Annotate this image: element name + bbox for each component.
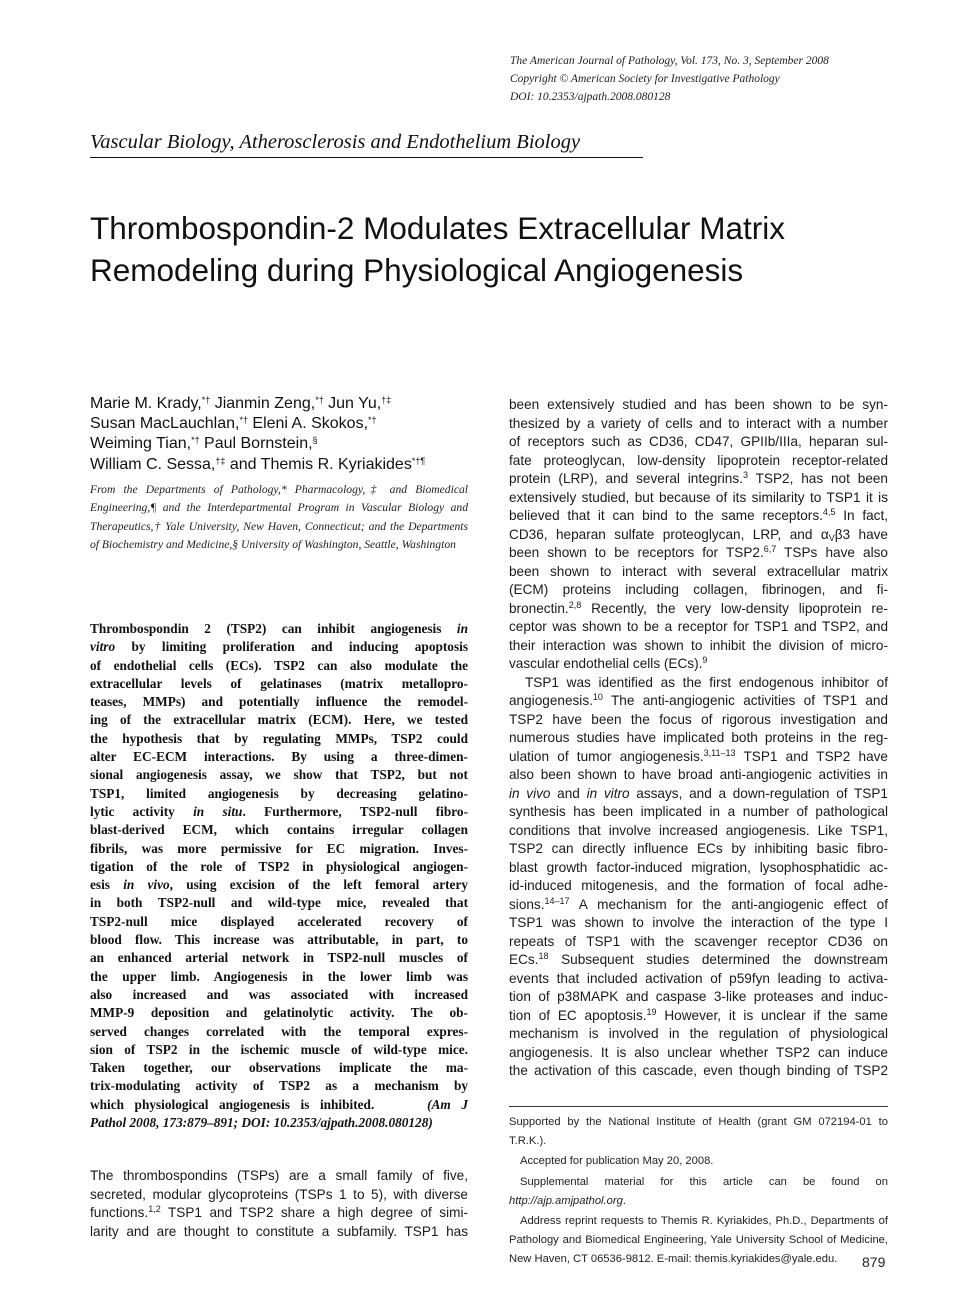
journal-citation: The American Journal of Pathology, Vol. 173, No. 3, September 2008 xyxy=(510,55,829,67)
abstract-line: alter EC-ECM interactions. By using a three-dimen- xyxy=(90,749,468,765)
intro-text: functions. xyxy=(90,1205,149,1220)
title-line-2: Remodeling during Physiological Angiogenesis xyxy=(90,252,744,288)
title-line-1: Thrombospondin-2 Modulates Extracellular Matrix xyxy=(90,210,786,246)
author-affil-mark: *† xyxy=(315,395,324,405)
abstract-line: sional angiogenesis assay, we show that TSP2, but not xyxy=(90,767,468,783)
abstract-line: served changes correlated with the temporal expres- xyxy=(90,1023,468,1039)
text-line: ceptor was shown to be a receptor for TSP1 and TSP2, and xyxy=(509,619,888,634)
abstract-line: an enhanced arterial network in TSP2-null muscles of xyxy=(90,950,468,966)
text-line: TSP2 can directly influence ECs by inhibiting basic fibro- xyxy=(509,841,888,856)
text-line: events that included activation of p59fyn leading to activa- xyxy=(509,970,888,986)
affiliation: From the Departments of Pathology,* Pharmacology,‡ and Biomedical Engineering,¶ and the Interdepartmental Program in Vascular Biology and Therapeutics,† Yale University, New Haven, Connecticut; and the Departments of Biochemistry and Medicine,§ University of Washington, Seattle, Washington xyxy=(90,483,468,551)
intro-line: secreted, modular glycoproteins (TSPs 1 to 5), with diverse xyxy=(90,1186,468,1202)
text-line: been shown to interact with several extracellular matrix xyxy=(509,563,888,579)
supplemental-note xyxy=(509,1173,888,1211)
text-line: numerous studies have implicated both proteins in the reg- xyxy=(509,730,888,745)
abstract-line: sion of TSP2 in the ischemic muscle of wild-type mice. xyxy=(90,1041,468,1057)
text-line: tion of p38MAPK and caspase 3-like proteases and induc- xyxy=(509,989,888,1004)
section-divider xyxy=(90,157,643,158)
citation-ref: 10 xyxy=(592,692,603,702)
citation-ref: 14–17 xyxy=(544,895,570,906)
author-affil-mark: *†¶ xyxy=(411,455,426,466)
abstract-line: vitro by limiting proliferation and inducing apoptosis xyxy=(90,639,468,655)
text-line: TSP1 was identified as the first endogenous inhibitor of xyxy=(525,674,888,690)
text-line: TSP2 have been the focus of rigorous investigation and xyxy=(509,711,888,727)
intro-paragraph xyxy=(90,1167,468,1241)
journal-copyright: Copyright © American Society for Investigative Pathology xyxy=(510,73,780,85)
author-affil-mark: *† xyxy=(201,395,211,405)
intro-line: The thrombospondins (TSPs) are a small family of five, xyxy=(90,1168,468,1183)
abstract-citation-start: (Am J xyxy=(427,1096,468,1112)
intro-line xyxy=(90,1204,468,1223)
text-line: blast growth factor-induced migration, lysophosphatidic ac- xyxy=(509,859,888,875)
citation-ref: 4,5 xyxy=(822,507,836,517)
author-name: Jianmin Zeng, xyxy=(210,395,316,412)
citation-ref: 19 xyxy=(646,1006,657,1017)
paragraph-1 xyxy=(509,396,888,674)
abstract-line: Taken together, our observations implicate the ma- xyxy=(90,1060,468,1076)
supplemental-link[interactable]: http://ajp.amjpathol.org xyxy=(509,1194,623,1207)
abstract-line: teases, MMPs) and potentially influence the remodel- xyxy=(90,694,468,710)
abstract xyxy=(90,620,468,1132)
text-line: fate proteoglycan, low-density lipoprotein receptor-related xyxy=(509,452,888,468)
abstract-line: fibrils, was more permissive for EC migration. Inves- xyxy=(90,840,468,856)
abstract-last-line xyxy=(90,1096,468,1114)
text-line: in vivo and in vitro assays, and a down-regulation of TSP1 xyxy=(509,785,888,801)
text-line: vascular endothelial cells (ECs).$^9$ xyxy=(509,655,708,671)
text-line: angiogenesis.$^{10}$ The anti-angiogenic activities of TSP1 and xyxy=(509,692,888,708)
accepted-note: Accepted for publication May 20, 2008. xyxy=(520,1155,714,1168)
reprint-note: Address reprint requests to Themis R. Kyriakides, Ph.D., Departments of Pathology and Biomedical Engineering, Yale University School of Medicine, New Haven, CT 06536-9812. E-mail: themis.kyriakides@yale.edu. xyxy=(509,1215,888,1266)
text-line: been extensively studied and has been shown to be syn- xyxy=(509,397,888,412)
paragraph-2 xyxy=(509,674,888,1081)
text-line: the activation of this cascade, even though binding of TSP2 xyxy=(509,1063,888,1078)
citation-ref: 6,7 xyxy=(763,544,777,554)
citation-ref: V xyxy=(828,532,835,543)
abstract-line: blast-derived ECM, which contains irregular collagen xyxy=(90,822,468,838)
abstract-line: the hypothesis that by regulating MMPs, TSP2 could xyxy=(90,730,468,746)
text-line: sions.$^{14-17}$ A mechanism for the anti-angiogenic effect of xyxy=(509,895,888,912)
citation-ref: 18 xyxy=(538,951,549,961)
author-affil-mark: †‡ xyxy=(215,455,226,466)
author-name: Eleni A. Skokos, xyxy=(247,415,369,433)
author-line-2 xyxy=(90,414,480,434)
citation-ref: 2,8 xyxy=(568,599,582,610)
abstract-line: extracellular levels of gelatinases (matrix metallopro- xyxy=(90,675,468,691)
article-title xyxy=(90,207,910,291)
text-line: (ECM) proteins including collagen, fibrinogen, and fi- xyxy=(509,582,888,597)
text-line: mechanism is involved in the regulation of physiological xyxy=(509,1026,888,1041)
text-line: conditions that involve increased angiogenesis. Like TSP1, xyxy=(509,822,888,838)
abstract-line: esis in vivo, using excision of the left femoral artery xyxy=(90,877,468,893)
text-line: thesized by a variety of cells and to interact with a number xyxy=(509,415,888,431)
author-name: and Themis R. Kyriakides xyxy=(225,455,412,473)
abstract-citation: Pathol 2008, 173:879–891; DOI: 10.2353/ajpath.2008.080128) xyxy=(90,1115,433,1131)
text-line: angiogenesis. It is also unclear whether TSP2 can induce xyxy=(509,1044,888,1060)
footnote-divider xyxy=(509,1106,888,1107)
author-name: William C. Sessa, xyxy=(90,455,216,473)
text-line: CD36, heparan sulfate proteoglycan, LRP, and $\alpha_V\beta 3$ have xyxy=(509,526,888,543)
author-affil-mark: *† xyxy=(368,415,377,426)
citation-ref: 9 xyxy=(702,655,708,665)
text-line: extensively studied, but because of its similarity to TSP1 it is xyxy=(509,489,888,505)
abstract-line: the upper limb. Angiogenesis in the lower limb was xyxy=(90,968,468,984)
text-line: also been shown to have broad anti-angiogenic activities in xyxy=(509,767,888,782)
text-line: bronectin.$^{2,8}$ Recently, the very low-density lipoprotein re- xyxy=(509,599,888,616)
abstract-line: of endothelial cells (ECs). TSP2 can also modulate the xyxy=(90,657,468,673)
author-affil-mark: †‡ xyxy=(381,395,392,405)
text-line: ulation of tumor angiogenesis.$^{3,11-13}$ TSP1 and TSP2 have xyxy=(509,747,888,764)
supplemental-text: . xyxy=(622,1194,626,1207)
text-line: synthesis has been implicated in a number of pathological xyxy=(509,804,888,819)
abstract-line: blood flow. This increase was attributable, in part, to xyxy=(90,932,468,948)
abstract-line: Thrombospondin 2 (TSP2) can inhibit angiogenesis in xyxy=(90,621,468,636)
author-affil-mark: *† xyxy=(239,415,248,426)
section-heading: Vascular Biology, Atherosclerosis and Endothelium Biology xyxy=(90,131,581,153)
author-name: Paul Bornstein, xyxy=(199,435,313,453)
author-affil-mark: § xyxy=(312,435,318,446)
text-line: their interaction was shown to inhibit the division of micro- xyxy=(509,637,888,653)
text-line: TSP1 was shown to involve the interaction of the type I xyxy=(509,915,888,930)
abstract-line: MMP-9 deposition and gelatinolytic activity. The ob- xyxy=(90,1005,468,1021)
author-name: Marie M. Krady, xyxy=(90,395,202,412)
citation-ref: 3 xyxy=(742,470,748,480)
text-line: protein (LRP), and several integrins.$^3$ TSP2, has not been xyxy=(509,470,888,486)
abstract-line: ing of the extracellular matrix (ECM). Here, we tested xyxy=(90,712,468,728)
abstract-line: trix-modulating activity of TSP2 as a mechanism by xyxy=(90,1078,468,1094)
abstract-line: tigation of the role of TSP2 in physiological angiogen- xyxy=(90,858,468,874)
page-number: 879 xyxy=(862,1254,886,1270)
text-line: tion of EC apoptosis.$^{19}$ However, it is unclear if the same xyxy=(509,1006,888,1023)
journal-info xyxy=(510,52,950,106)
journal-doi: DOI: 10.2353/ajpath.2008.080128 xyxy=(510,91,671,103)
right-column xyxy=(509,396,888,1081)
funding-note: Supported by the National Institute of Health (grant GM 072194-01 to T.R.K.). xyxy=(509,1116,888,1147)
author-name: Jun Yu, xyxy=(323,395,382,412)
abstract-line: TSP1, limited angiogenesis by decreasing gelatino- xyxy=(90,785,468,801)
abstract-line: in both TSP2-null and wild-type mice, revealed that xyxy=(90,895,468,911)
author-name: Weiming Tian, xyxy=(90,435,192,453)
supplemental-text: Supplemental material for this article can be found on xyxy=(520,1175,888,1188)
intro-line: larity and are thought to constitute a subfamily. TSP1 has xyxy=(90,1223,468,1239)
author-line-3 xyxy=(90,434,480,454)
author-list xyxy=(90,394,480,475)
abstract-line: lytic activity in situ. Furthermore, TSP2-null fibro- xyxy=(90,803,468,819)
author-line-4 xyxy=(90,455,480,475)
author-line-1 xyxy=(90,394,480,414)
abstract-body xyxy=(90,620,468,1096)
citation-ref: 1,2 xyxy=(148,1204,161,1214)
intro-text: TSP1 and TSP2 share a high degree of simi- xyxy=(160,1205,468,1220)
citation-ref: 3,11–13 xyxy=(703,747,736,758)
text-line: believed that it can bind to the same receptors.$^{4,5}$ In fact, xyxy=(509,507,889,523)
text-line: ECs.$^{18}$ Subsequent studies determined the downstream xyxy=(509,951,888,967)
author-name: Susan MacLauchlan, xyxy=(90,415,240,433)
text-line: id-induced mitogenesis, and the formation of focal adhe- xyxy=(509,878,888,893)
abstract-line: also increased and was associated with increased xyxy=(90,986,468,1002)
abstract-line: TSP2-null mice displayed accelerated recovery of xyxy=(90,913,468,929)
text-line: of receptors such as CD36, CD47, GPIIb/IIIa, heparan sul- xyxy=(509,434,888,449)
author-affil-mark: *† xyxy=(191,435,200,446)
abstract-final-sentence: which physiological angiogenesis is inhibited. xyxy=(90,1096,375,1112)
text-line: been shown to be receptors for TSP2.$^{6,7}$ TSPs have also xyxy=(509,544,888,560)
text-line: repeats of TSP1 with the scavenger receptor CD36 on xyxy=(509,933,888,949)
footnotes xyxy=(509,1113,888,1271)
